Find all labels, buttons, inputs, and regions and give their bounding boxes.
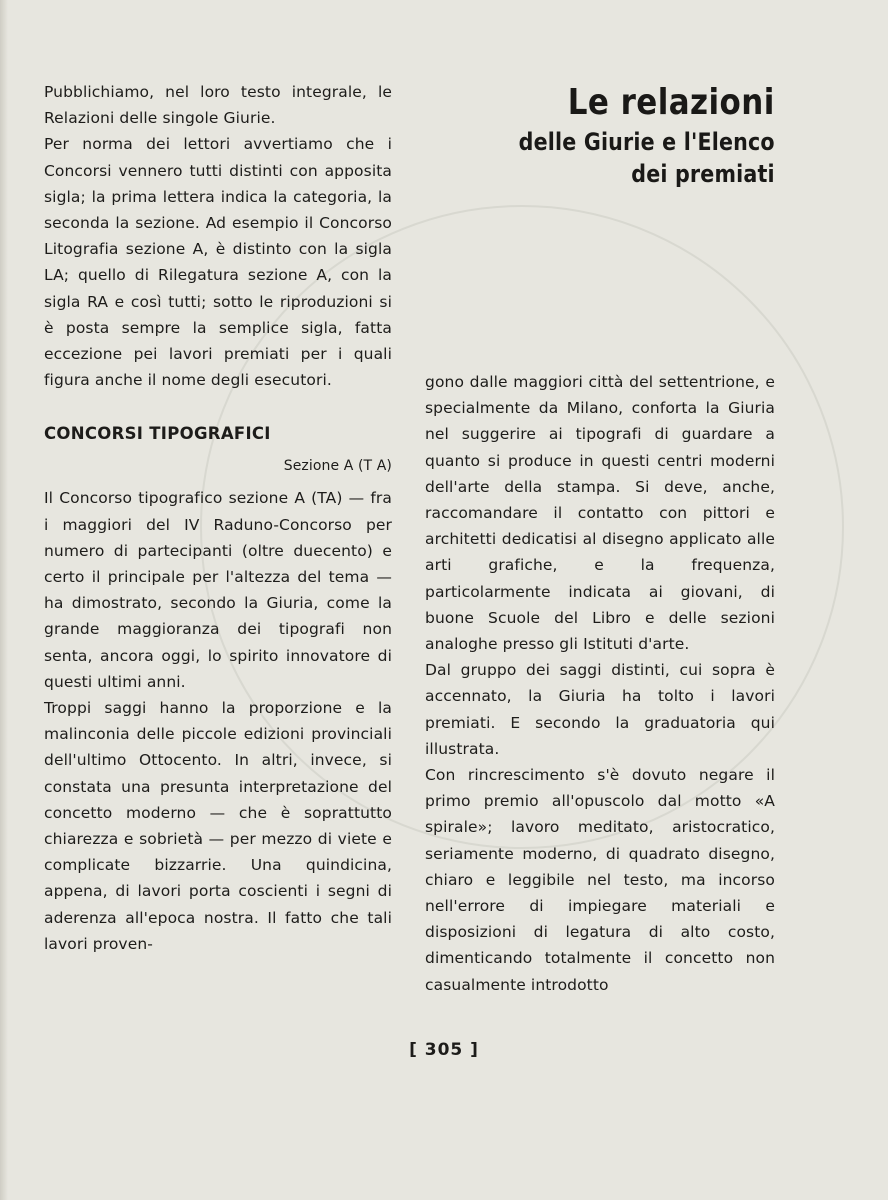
right-column: [425, 369, 775, 998]
article-subtitle-line1: delle Giurie e l'Elenco: [518, 128, 775, 156]
intro-paragraph-1: Pubblichiamo, nel loro testo integrale, le Relazioni delle singole Giurie.: [44, 83, 392, 128]
section-subheading: Sezione A (T A): [283, 458, 392, 475]
article-title: Le relazioni: [568, 82, 775, 123]
right-paragraph-3: Con rincrescimento s'è dovuto negare il primo premio all'opuscolo dal motto «A spirale»; lavoro meditato, aristocratico, seriamente moderno, di quadrato disegno, chiaro e leggibile nel testo, ma incorso nell'errore di impiegare materiali e disposizioni di legatura di alto costo, dimenticando totalmente il concetto non casualmente introdotto: [425, 766, 775, 994]
right-paragraph-2: Dal gruppo dei saggi distinti, cui sopra è accennato, la Giuria ha tolto i lavori premiati. E secondo la graduatoria qui illustrata.: [425, 661, 775, 758]
article-subtitle-line2: dei premiati: [631, 160, 775, 188]
right-paragraph-1: gono dalle maggiori città del settentrione, e specialmente da Milano, conforta la Giuria nel suggerire ai tipografi di guardare a quanto si produce in questi centri moderni dell'arte della stampa. Si deve, anche, raccomandare il contatto con pittori e architetti dedicatisi al disegno applicato alle arti grafiche, e la frequenza, particolarmente indicata ai giovani, di buone Scuole del Libro e delle sezioni analoghe presso gli Istituti d'arte.: [425, 373, 775, 654]
spacer: [44, 393, 392, 421]
page-binding-edge: [0, 0, 8, 1200]
page-number: [ 305 ]: [409, 1040, 479, 1060]
intro-paragraph-2: Per norma dei lettori avvertiamo che i Concorsi vennero tutti distinti con apposita sigla; la prima lettera indica la categoria, la seconda la sezione. Ad esempio il Concorso Litografia sezione A, è distinto con la sigla LA; quello di Rilegatura sezione A, con la sigla RA e così tutti; sotto le riproduzioni si è posta sempre la semplice sigla, fatta eccezione pei lavori premiati per i quali figura anche il nome degli esecutori.: [44, 135, 392, 390]
body-paragraph-2: Troppi saggi hanno la proporzione e la malinconia delle piccole edizioni provinciali dell'ultimo Ottocento. In altri, invece, si constata una presunta interpretazione del concetto moderno — che è soprattutto chiarezza e sobrietà — per mezzo di viete e complicate bizzarrie. Una quindicina, appena, di lavori porta coscienti i segni di aderenza all'epoca nostra. Il fatto che tali lavori proven-: [44, 699, 392, 953]
section-heading: CONCORSI TIPOGRAFICI: [44, 424, 271, 444]
body-paragraph-1: Il Concorso tipografico sezione A (TA) — fra i maggiori del IV Raduno-Concorso per numero di partecipanti (oltre duecento) e certo il principale per l'altezza del tema — ha dimostrato, secondo la Giuria, come la grande maggioranza dei tipografi non senta, ancora oggi, lo spirito innovatore di questi ultimi anni.: [44, 489, 392, 691]
left-column: [44, 79, 392, 957]
article-title-block: [477, 80, 775, 190]
